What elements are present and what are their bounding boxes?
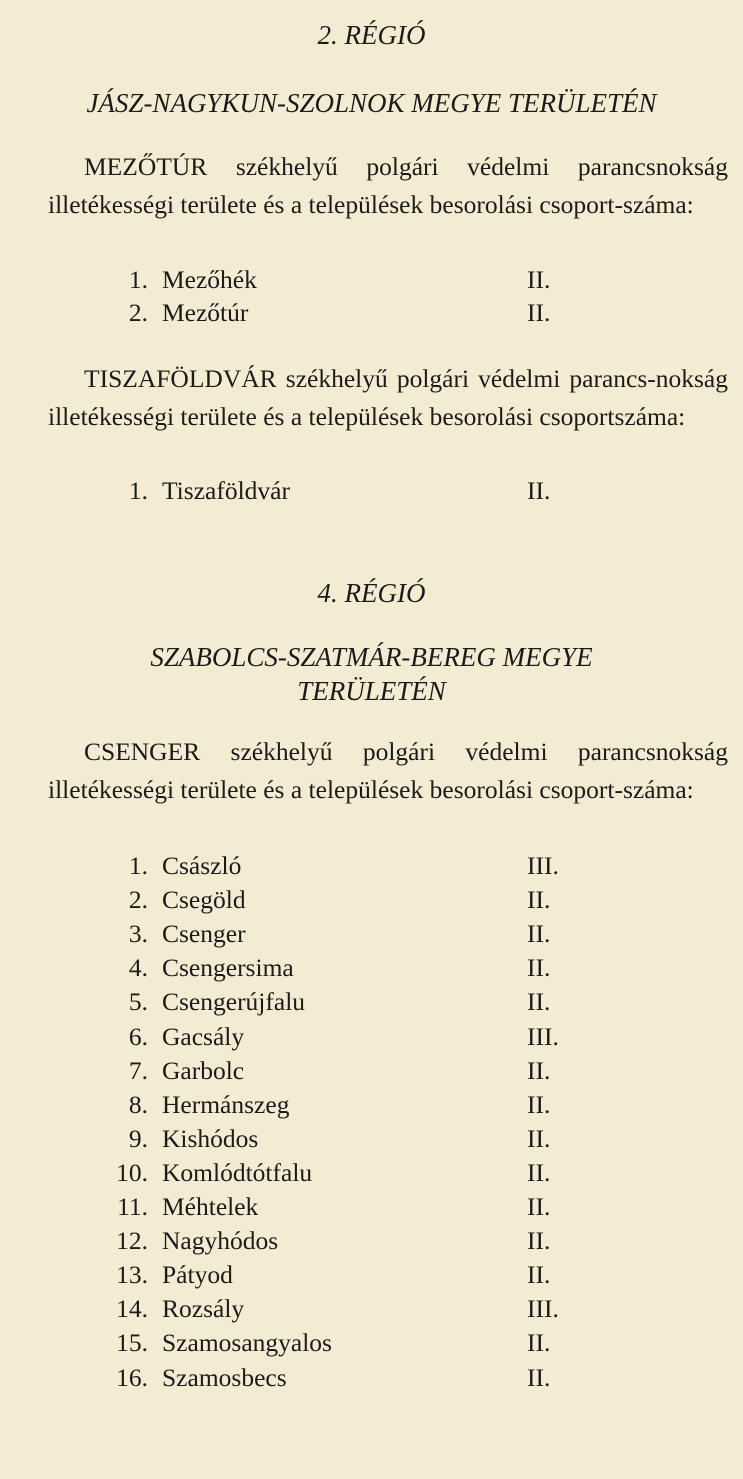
- item-number: 1.: [128, 851, 148, 880]
- item-group: II.: [527, 1328, 551, 1358]
- item-name: Szamosangyalos: [162, 1328, 332, 1358]
- item-number: 2.: [128, 885, 148, 915]
- region-heading: 4. RÉGIÓ: [317, 578, 426, 608]
- item-name: Csengersima: [162, 953, 294, 983]
- item-name: Rozsály: [162, 1294, 245, 1324]
- item-name: Kishódos: [162, 1123, 259, 1153]
- list-item: [0, 950, 743, 986]
- item-group: II.: [527, 885, 551, 915]
- item-number: 5.: [128, 987, 148, 1017]
- item-name: Nagyhódos: [162, 1226, 279, 1256]
- county-heading: SZABOLCS-SZATMÁR-BEREG MEGYE: [150, 642, 593, 672]
- item-group: III.: [527, 1294, 559, 1324]
- item-name: Méhtelek: [162, 1192, 259, 1221]
- list-item: [0, 1053, 743, 1089]
- item-group: II.: [527, 1226, 551, 1256]
- item-number: 10.: [116, 1157, 148, 1187]
- list-item: [0, 1087, 743, 1123]
- item-name: Csegöld: [162, 885, 246, 915]
- item-number: 3.: [128, 919, 148, 949]
- item-number: 9.: [128, 1123, 148, 1153]
- list-item: [0, 473, 743, 509]
- item-number: 6.: [128, 1021, 148, 1051]
- list-item: [0, 262, 743, 298]
- item-name: Garbolc: [162, 1055, 245, 1085]
- item-group: II.: [527, 1260, 551, 1290]
- item-number: 1.: [128, 476, 148, 505]
- list-item: [0, 1257, 743, 1293]
- item-name: Tiszaföldvár: [162, 476, 290, 505]
- intro-paragraph: MEZŐTÚR székhelyű polgári védelmi parancsnokság illetékességi területe és a települések besorolási csoport-száma:: [48, 152, 728, 219]
- list-item: [0, 1121, 743, 1157]
- list-item: [0, 984, 743, 1020]
- list-item: [0, 1019, 743, 1055]
- item-group: III.: [527, 851, 559, 880]
- item-group: II.: [527, 1362, 551, 1392]
- list-item: [0, 882, 743, 918]
- list-item: [0, 1325, 743, 1361]
- list-item: [0, 1223, 743, 1259]
- item-name: Mezőhék: [162, 265, 257, 294]
- item-group: III.: [527, 1021, 559, 1051]
- item-number: 4.: [128, 953, 148, 983]
- item-group: II.: [527, 1123, 551, 1153]
- item-name: Pátyod: [162, 1260, 233, 1290]
- list-item: [0, 295, 743, 331]
- item-group: II.: [527, 1055, 551, 1085]
- item-name: Mezőtúr: [162, 298, 249, 327]
- intro-paragraph: CSENGER székhelyű polgári védelmi parancsnokság illetékességi területe és a települések besorolási csoport-száma:: [48, 737, 728, 804]
- item-number: 13.: [116, 1260, 148, 1290]
- item-group: II.: [527, 1089, 551, 1119]
- item-name: Császló: [162, 851, 242, 880]
- item-group: II.: [527, 265, 551, 294]
- item-group: II.: [527, 919, 551, 949]
- list-item: [0, 848, 743, 884]
- list-item: [0, 1189, 743, 1225]
- region-heading: 2. RÉGIÓ: [317, 20, 426, 50]
- item-number: 12.: [116, 1226, 148, 1256]
- county-heading-line2: TERÜLETÉN: [297, 676, 446, 706]
- item-group: II.: [527, 1192, 551, 1221]
- list-item: [0, 1360, 743, 1396]
- item-name: Komlódtótfalu: [162, 1157, 313, 1187]
- item-number: 1.: [128, 265, 148, 294]
- item-number: 15.: [116, 1328, 148, 1358]
- item-name: Szamosbecs: [162, 1362, 287, 1392]
- item-number: 2.: [128, 298, 148, 327]
- list-item: [0, 1155, 743, 1191]
- item-group: II.: [527, 476, 551, 505]
- item-number: 8.: [128, 1089, 148, 1119]
- item-number: 11.: [117, 1192, 148, 1221]
- item-group: II.: [527, 953, 551, 983]
- item-group: II.: [527, 298, 551, 327]
- item-name: Hermánszeg: [162, 1089, 290, 1119]
- item-name: Csengerújfalu: [162, 987, 306, 1017]
- item-number: 16.: [116, 1362, 148, 1392]
- list-item: [0, 1291, 743, 1327]
- item-name: Gacsály: [162, 1021, 245, 1051]
- county-heading: JÁSZ-NAGYKUN-SZOLNOK MEGYE TERÜLETÉN: [86, 88, 657, 118]
- item-group: II.: [527, 987, 551, 1017]
- item-name: Csenger: [162, 919, 246, 949]
- item-group: II.: [527, 1157, 551, 1187]
- intro-paragraph: TISZAFÖLDVÁR székhelyű polgári védelmi parancs-nokság illetékességi területe és a települések besorolási csoportszáma:: [48, 364, 728, 431]
- item-number: 7.: [128, 1055, 148, 1085]
- list-item: [0, 916, 743, 952]
- item-number: 14.: [116, 1294, 148, 1324]
